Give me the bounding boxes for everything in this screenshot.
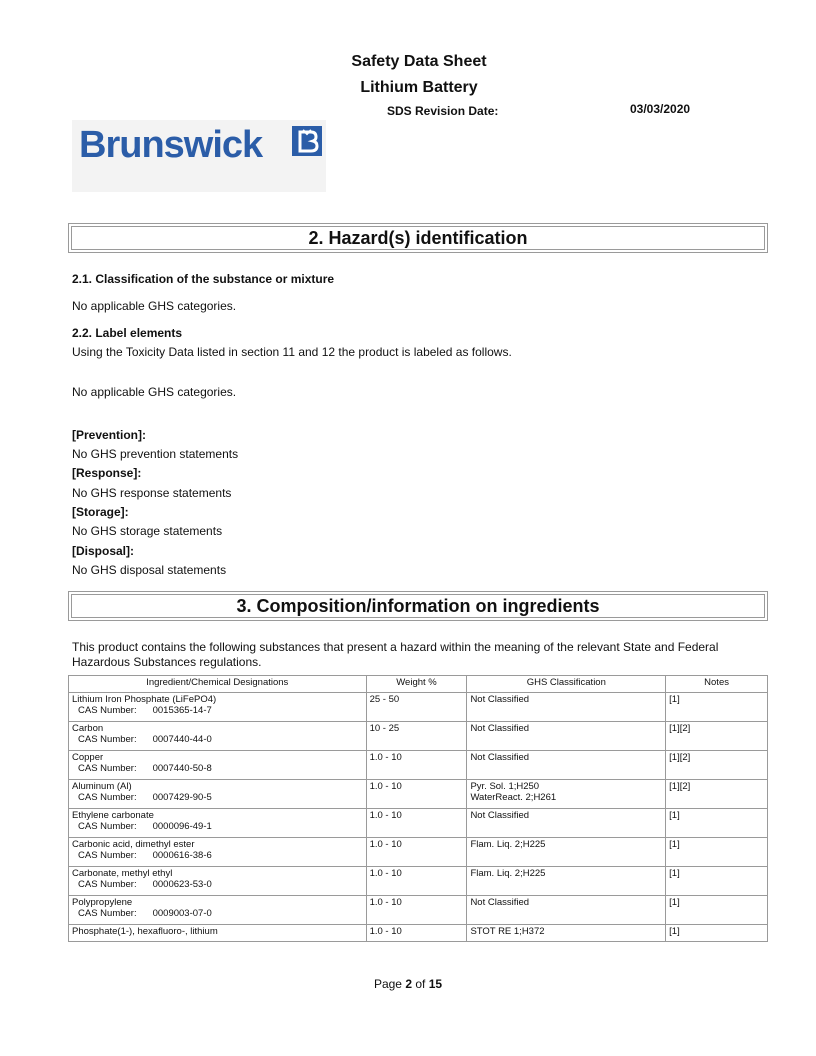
cas-line — [72, 908, 363, 919]
ingredient-cell — [69, 867, 367, 896]
brunswick-logo — [72, 120, 326, 192]
section-2-heading: 2. Hazard(s) identification — [71, 226, 765, 250]
table-row — [69, 867, 768, 896]
table-row — [69, 693, 768, 722]
section-3-header — [68, 591, 768, 621]
ingredient-name: Lithium Iron Phosphate (LiFePO4) — [72, 694, 217, 705]
cas-number: 0000096-49-1 — [152, 821, 212, 832]
cas-label: CAS Number: — [78, 850, 137, 861]
cas-line — [72, 821, 363, 832]
subsection-2-2-text: Using the Toxicity Data listed in section 11 and 12 the product is labeled as follows. — [72, 345, 512, 359]
cas-number: 0009003-07-0 — [152, 908, 212, 919]
ingredient-name: Carbon — [72, 723, 104, 734]
subsection-2-2-text2: No applicable GHS categories. — [72, 385, 237, 399]
page-total: 15 — [428, 977, 443, 991]
section-3-intro: This product contains the following substances that present a hazard within the meaning of the relevant State and Federal Hazardous Substances regulations. — [72, 640, 719, 669]
page-footer — [0, 977, 816, 991]
cas-line — [72, 879, 363, 890]
notes-cell: [1][2] — [666, 751, 768, 780]
weight-cell: 1.0 - 10 — [366, 809, 467, 838]
cas-line — [72, 734, 363, 745]
ingredient-name: Aluminum (Al) — [72, 781, 132, 792]
cas-label: CAS Number: — [78, 734, 137, 745]
page-number: 2 — [405, 977, 412, 991]
cas-number: 0015365-14-7 — [152, 705, 212, 716]
weight-cell: 25 - 50 — [366, 693, 467, 722]
ghs-classification-1: Not Classified — [470, 723, 530, 734]
logo-emblem-icon — [292, 126, 322, 156]
cas-number: 0000616-38-6 — [152, 850, 212, 861]
ingredient-cell — [69, 780, 367, 809]
table-header-row — [69, 676, 768, 693]
table-row — [69, 809, 768, 838]
cas-number: 0007440-50-8 — [152, 763, 212, 774]
ghs-classification-1: Not Classified — [470, 810, 530, 821]
weight-cell: 1.0 - 10 — [366, 896, 467, 925]
ingredient-name: Carbonate, methyl ethyl — [72, 868, 173, 879]
ghs-cell — [467, 809, 666, 838]
response-label: [Response]: — [72, 466, 142, 480]
disposal-label: [Disposal]: — [72, 544, 135, 558]
section-3-heading: 3. Composition/information on ingredients — [71, 594, 765, 618]
storage-text: No GHS storage statements — [72, 524, 223, 538]
ghs-classification-1: Not Classified — [470, 897, 530, 908]
cas-label: CAS Number: — [78, 792, 137, 803]
table-row — [69, 838, 768, 867]
subsection-2-1-title: 2.1. Classification of the substance or mixture — [72, 272, 335, 286]
cas-line — [72, 792, 363, 803]
weight-cell: 1.0 - 10 — [366, 867, 467, 896]
storage-label: [Storage]: — [72, 505, 129, 519]
ghs-cell — [467, 896, 666, 925]
ghs-classification-1: Flam. Liq. 2;H225 — [470, 839, 546, 850]
table-row — [69, 896, 768, 925]
cas-number: 0000623-53-0 — [152, 879, 212, 890]
ingredient-cell — [69, 751, 367, 780]
ghs-classification-1: Pyr. Sol. 1;H250 — [470, 781, 540, 792]
revision-date-label: SDS Revision Date: — [387, 104, 499, 118]
ingredient-name: Phosphate(1-), hexafluoro-, lithium — [72, 926, 218, 937]
prevention-text: No GHS prevention statements — [72, 447, 239, 461]
prevention-label: [Prevention]: — [72, 428, 147, 442]
notes-cell: [1][2] — [666, 722, 768, 751]
ghs-classification-1: Not Classified — [470, 752, 530, 763]
ingredient-name: Copper — [72, 752, 104, 763]
cas-label: CAS Number: — [78, 763, 137, 774]
notes-cell: [1] — [666, 867, 768, 896]
ghs-cell — [467, 867, 666, 896]
column-header-ingredient: Ingredient/Chemical Designations — [69, 676, 367, 693]
weight-cell: 1.0 - 10 — [366, 925, 467, 942]
document-title: Safety Data Sheet — [351, 53, 487, 70]
ghs-cell — [467, 780, 666, 809]
ghs-cell — [467, 925, 666, 942]
ingredient-cell — [69, 722, 367, 751]
ghs-cell — [467, 751, 666, 780]
cas-label: CAS Number: — [78, 879, 137, 890]
ingredient-name: Carbonic acid, dimethyl ester — [72, 839, 195, 850]
cas-number: 0007429-90-5 — [152, 792, 212, 803]
cas-label: CAS Number: — [78, 821, 137, 832]
cas-number: 0007440-44-0 — [152, 734, 212, 745]
ingredient-name: Polypropylene — [72, 897, 133, 908]
subsection-2-2-title: 2.2. Label elements — [72, 326, 183, 340]
notes-cell: [1] — [666, 809, 768, 838]
ghs-cell — [467, 722, 666, 751]
weight-cell: 1.0 - 10 — [366, 751, 467, 780]
column-header-ghs: GHS Classification — [467, 676, 666, 693]
table-row — [69, 722, 768, 751]
page-of: of — [415, 977, 426, 991]
section-2-header — [68, 223, 768, 253]
ghs-classification-1: Flam. Liq. 2;H225 — [470, 868, 546, 879]
page-prefix: Page — [373, 977, 402, 991]
ingredient-name: Ethylene carbonate — [72, 810, 154, 821]
subsection-2-1-text: No applicable GHS categories. — [72, 299, 237, 313]
weight-cell: 1.0 - 10 — [366, 838, 467, 867]
notes-cell: [1] — [666, 838, 768, 867]
weight-cell: 10 - 25 — [366, 722, 467, 751]
table-row — [69, 925, 768, 942]
ghs-cell — [467, 693, 666, 722]
ingredient-cell — [69, 896, 367, 925]
ghs-classification-1: Not Classified — [470, 694, 530, 705]
response-text: No GHS response statements — [72, 486, 232, 500]
composition-table — [68, 675, 768, 942]
notes-cell: [1] — [666, 925, 768, 942]
ingredient-cell — [69, 925, 367, 942]
disposal-text: No GHS disposal statements — [72, 563, 227, 577]
cas-line — [72, 763, 363, 774]
ghs-cell — [467, 838, 666, 867]
revision-date-value: 03/03/2020 — [630, 102, 691, 116]
cas-line — [72, 705, 363, 716]
cas-label: CAS Number: — [78, 908, 137, 919]
notes-cell: [1][2] — [666, 780, 768, 809]
table-row — [69, 751, 768, 780]
ingredient-cell — [69, 693, 367, 722]
ingredient-cell — [69, 838, 367, 867]
column-header-notes: Notes — [666, 676, 768, 693]
ghs-classification-1: STOT RE 1;H372 — [470, 926, 545, 937]
document-subtitle: Lithium Battery — [360, 79, 478, 96]
ingredient-cell — [69, 809, 367, 838]
notes-cell: [1] — [666, 693, 768, 722]
ghs-classification-2: WaterReact. 2;H261 — [470, 792, 557, 803]
weight-cell: 1.0 - 10 — [366, 780, 467, 809]
logo-text: Brunswick — [79, 124, 263, 166]
table-row — [69, 780, 768, 809]
notes-cell: [1] — [666, 896, 768, 925]
cas-line — [72, 850, 363, 861]
column-header-weight: Weight % — [366, 676, 467, 693]
cas-label: CAS Number: — [78, 705, 137, 716]
